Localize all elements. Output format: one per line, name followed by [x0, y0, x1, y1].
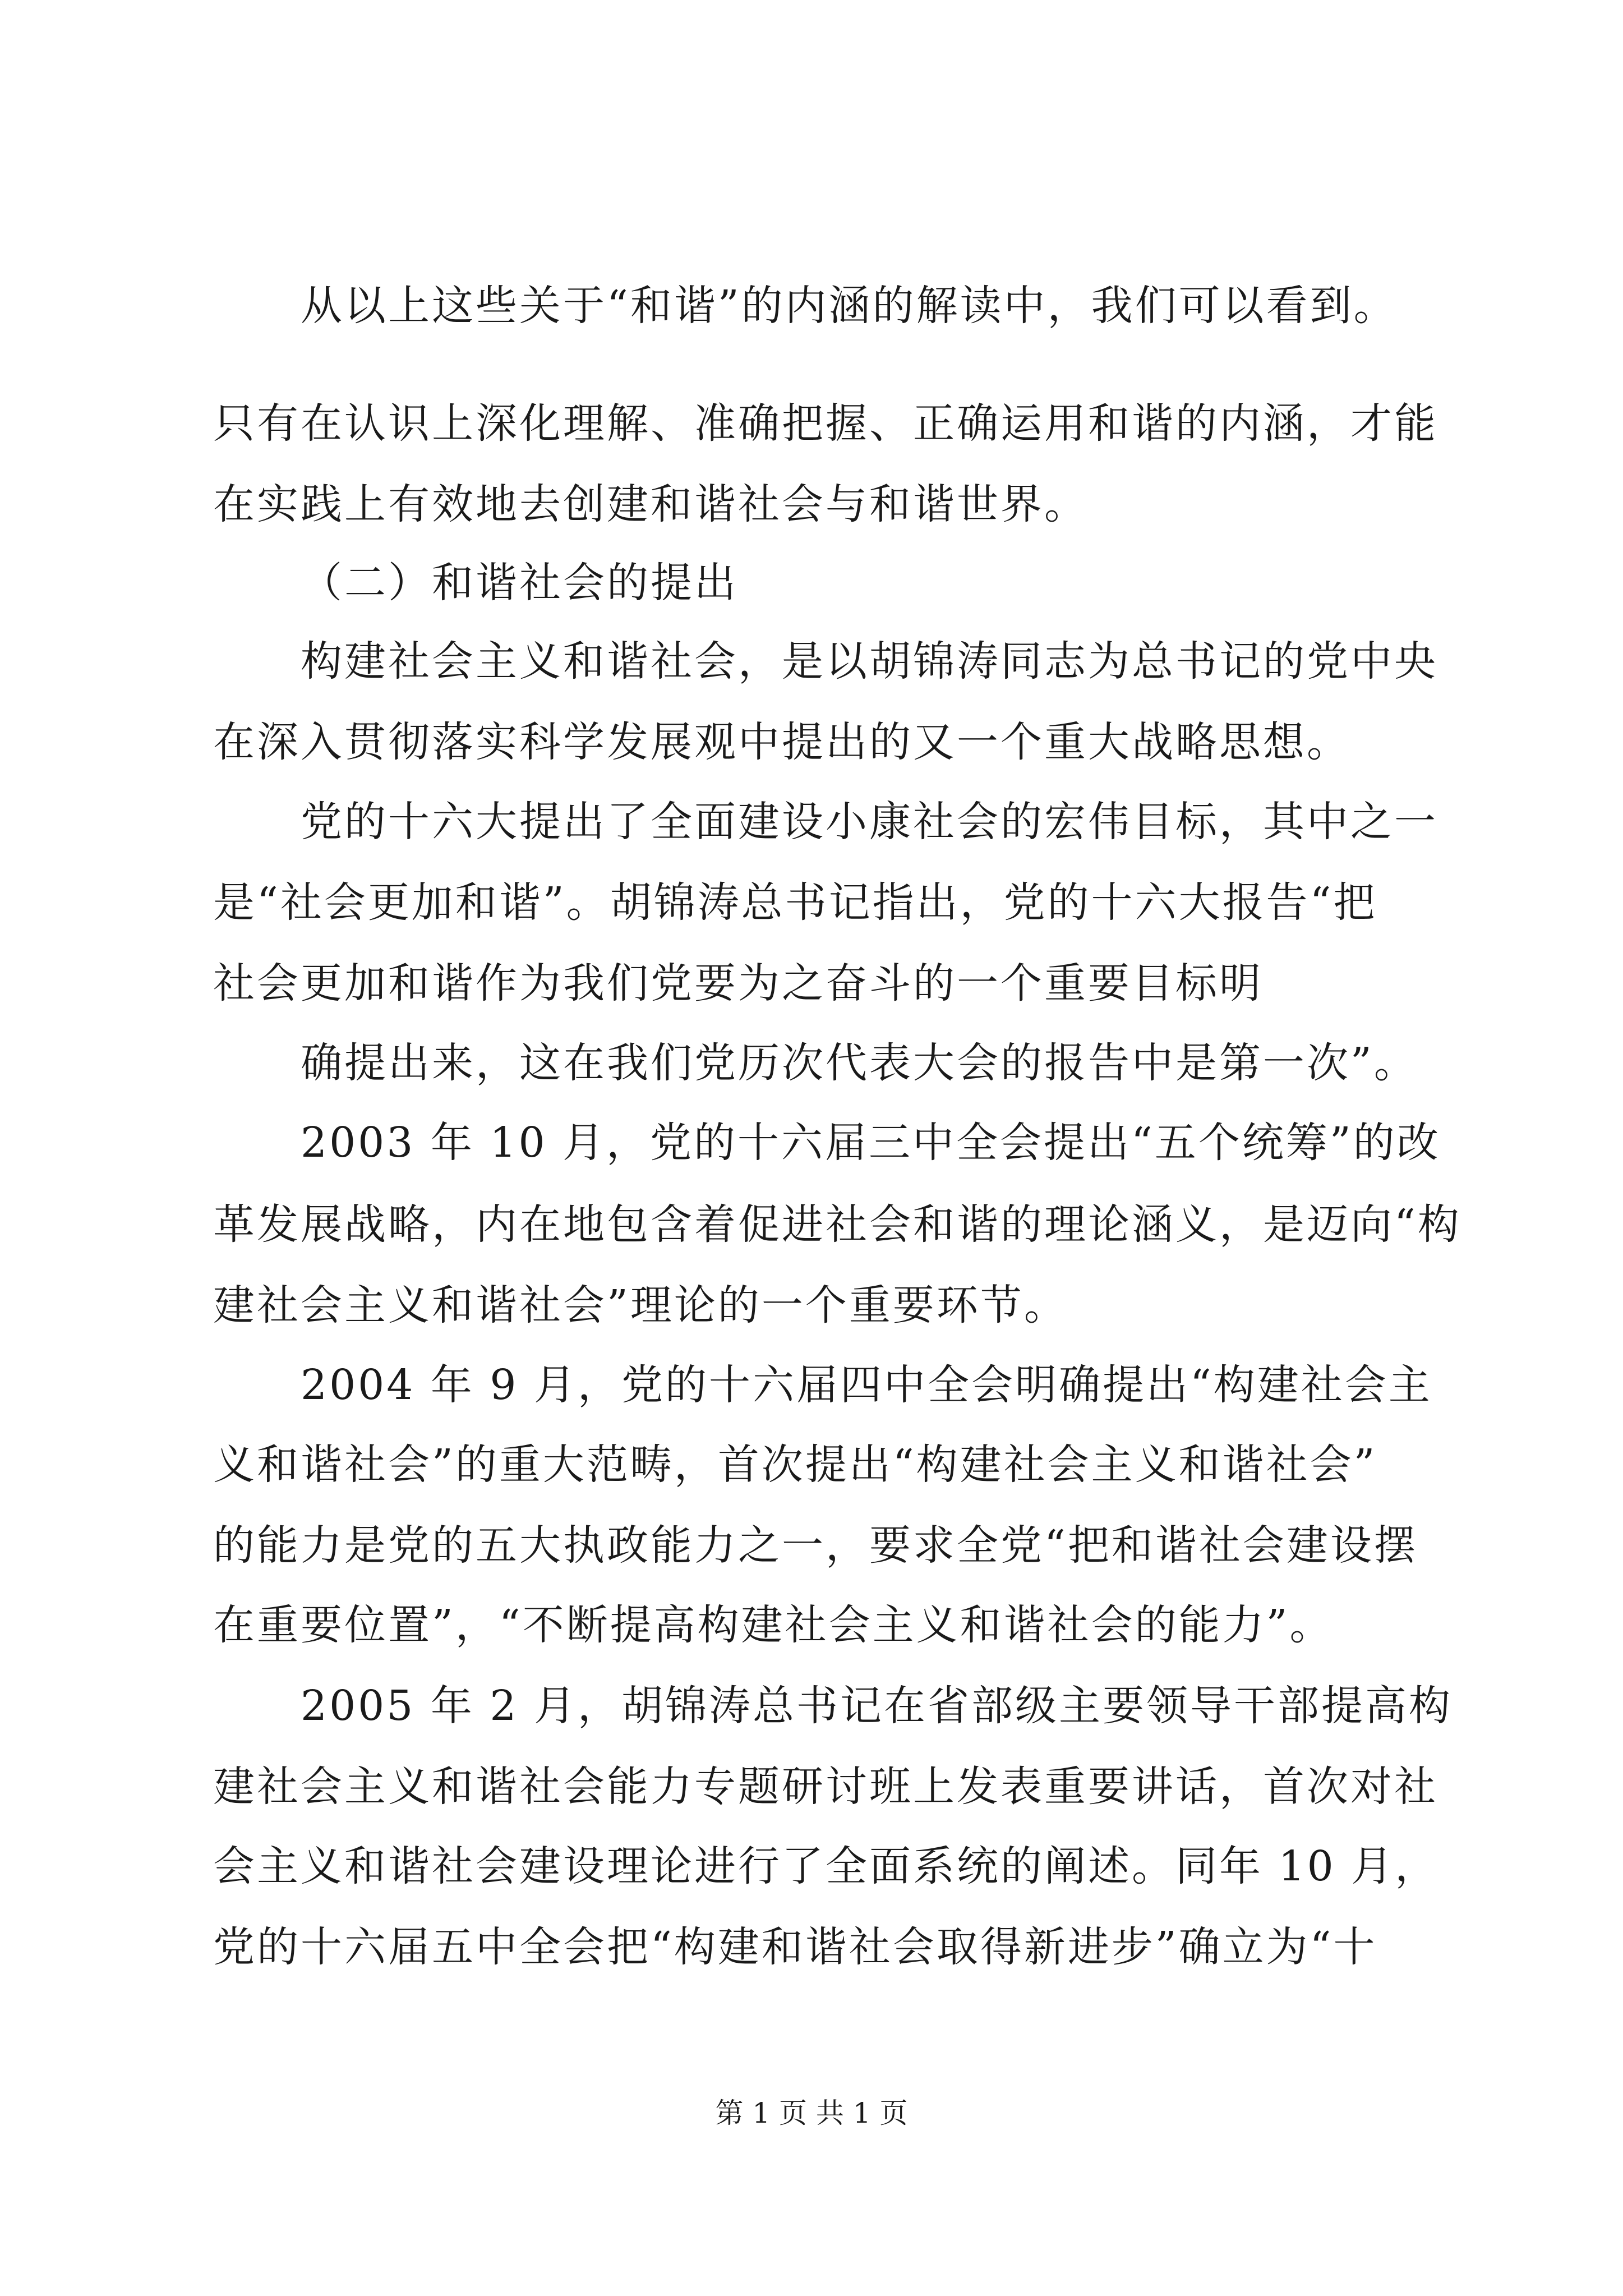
paragraph-line: 在实践上有效地去创建和谐社会与和谐世界。 [213, 480, 1088, 528]
paragraph-line: 2004 年 9 月，党的十六届四中全会明确提出“构建社会主 [301, 1361, 1432, 1409]
paragraph-line: 社会更加和谐作为我们党要为之奋斗的一个重要目标明 [213, 959, 1263, 1007]
paragraph-line: 2005 年 2 月，胡锦涛总书记在省部级主要领导干部提高构 [301, 1682, 1453, 1730]
paragraph-line: 建社会主义和谐社会能力专题研讨班上发表重要讲话，首次对社 [213, 1763, 1438, 1811]
paragraph-line: 2003 年 10 月，党的十六届三中全会提出“五个统筹”的改 [301, 1119, 1441, 1167]
paragraph-line: 义和谐社会”的重大范畴，首次提出“构建社会主义和谐社会” [213, 1441, 1377, 1489]
paragraph-line: 是“社会更加和谐”。胡锦涛总书记指出，党的十六大报告“把 [213, 878, 1377, 927]
paragraph-line: 从以上这些关于“和谐”的内涵的解读中，我们可以看到。 [301, 282, 1398, 330]
paragraph-line: 只有在认识上深化理解、准确把握、正确运用和谐的内涵，才能 [213, 399, 1438, 448]
paragraph-line: 会主义和谐社会建设理论进行了全面系统的阐述。同年 10 月， [213, 1842, 1439, 1890]
paragraph-line: 在深入贯彻落实科学发展观中提出的又一个重大战略思想。 [213, 718, 1350, 766]
paragraph-line: 在重要位置”，“不断提高构建社会主义和谐社会的能力”。 [213, 1601, 1334, 1649]
page-footer: 第 1 页 共 1 页 [715, 2097, 908, 2129]
paragraph-line: 党的十六届五中全会把“构建和谐社会取得新进步”确立为“十 [213, 1923, 1377, 1971]
section-heading: （二）和谐社会的提出 [301, 559, 738, 607]
paragraph-line: 革发展战略，内在地包含着促进社会和谐的理论涵义，是迈向“构 [213, 1200, 1461, 1249]
paragraph-line: 党的十六大提出了全面建设小康社会的宏伟目标，其中之一 [301, 798, 1438, 846]
paragraph-line: 的能力是党的五大执政能力之一，要求全党“把和谐社会建设摆 [213, 1521, 1418, 1570]
paragraph-line: 确提出来，这在我们党历次代表大会的报告中是第一次”。 [301, 1039, 1418, 1087]
paragraph-line: 构建社会主义和谐社会，是以胡锦涛同志为总书记的党中央 [301, 637, 1438, 685]
paragraph-line: 建社会主义和谐社会”理论的一个重要环节。 [213, 1281, 1068, 1329]
